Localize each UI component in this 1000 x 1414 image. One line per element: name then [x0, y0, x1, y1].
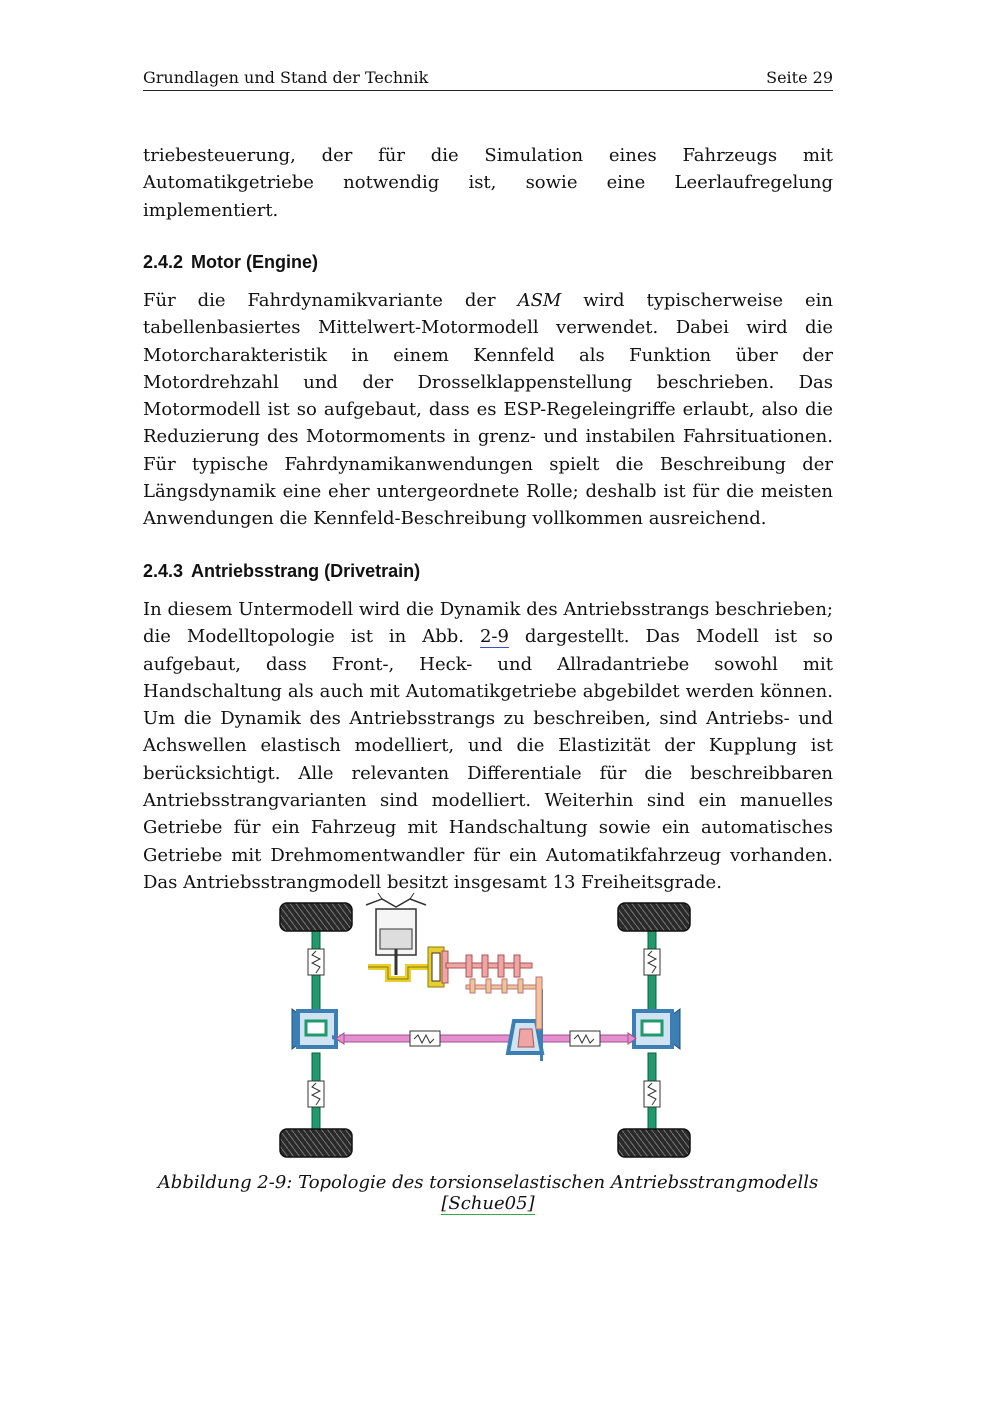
- engine-paragraph: Für die Fahrdynamikvariante der ASM wird typischerweise ein tabellenbasiertes Mittelwert-Motormodell verwendet. Dabei wird die Motorcharakteristik in einem Kennfeld als Funktion über der Motordrehzahl und der Drosselklappenstellung beschrieben. Das Motormodell ist so aufgebaut, dass es ESP-Regeleingriffe erlaubt, also die Reduzierung des Motormoments in grenz- und instabilen Fahrsituationen. Für typische Fahrdynamikanwendungen spielt die Beschreibung der Längsdynamik eine eher untergeordnete Rolle; deshalb ist für die meisten Anwendungen die Kennfeld-Beschreibung vollkommen ausreichend.: [143, 290, 834, 530]
- running-title: Grundlagen und Stand der Technik: [143, 68, 429, 87]
- figure-reference-link[interactable]: 2-9: [479, 626, 509, 648]
- intro-paragraph: triebesteuerung, der für die Simulation eines Fahrzeugs mit Automatikgetriebe notwendig ist, sowie eine Leerlaufregelung implementiert.: [143, 145, 833, 221]
- page-number: Seite 29: [766, 68, 833, 87]
- rear-right-tire-icon: [618, 1129, 690, 1157]
- asm-term: ASM: [517, 290, 562, 311]
- gearbox-icon: [446, 955, 542, 1029]
- front-right-tire-icon: [618, 903, 690, 931]
- section-title: Antriebsstrang (Drivetrain): [191, 561, 421, 581]
- crankshaft-icon: [368, 967, 430, 979]
- rear-left-tire-icon: [280, 1129, 352, 1157]
- section-number: 2.4.3: [143, 561, 184, 581]
- section-number: 2.4.2: [143, 252, 184, 272]
- left-differential-icon: [292, 1009, 344, 1049]
- front-left-tire-icon: [280, 903, 352, 931]
- drivetrain-topology-figure: [270, 893, 710, 1163]
- page-header: [143, 66, 833, 91]
- section-heading-drivetrain: [143, 561, 420, 582]
- engine-piston-icon: [366, 893, 426, 975]
- citation-link[interactable]: [Schue05]: [441, 1193, 535, 1214]
- section-heading-engine: [143, 252, 318, 273]
- right-differential-icon: [634, 1009, 680, 1049]
- drivetrain-paragraph: In diesem Untermodell wird die Dynamik des Antriebsstrangs beschrieben; die Modelltopologie ist in Abb. 2-9 dargestellt. Das Modell ist so aufgebaut, dass Front-, Heck- und Allradantriebe sowohl mit Handschaltung als auch mit Automatikgetriebe abgebildet werden können. Um die Dynamik des Antriebsstrangs zu beschreiben, sind Antriebs- und Achswellen elastisch modelliert, und die Elastizität der Kupplung ist berücksichtigt. Alle relevanten Differentiale für die beschreibbaren Antriebsstrangvarianten sind modelliert. Weiterhin sind ein manuelles Getriebe für ein Fahrzeug mit Handschaltung sowie ein automatisches Getriebe mit Drehmomentwandler für ein Automatikfahrzeug vorhanden. Das Antriebsstrangmodell besitzt insgesamt 13 Freiheitsgrade.: [143, 599, 833, 893]
- clutch-icon: [428, 947, 448, 987]
- section-title: Motor (Engine): [191, 252, 319, 272]
- figure-caption: Abbildung 2-9: Topologie des torsionselastischen Antriebsstrangmodells [Schue05]: [157, 1172, 819, 1214]
